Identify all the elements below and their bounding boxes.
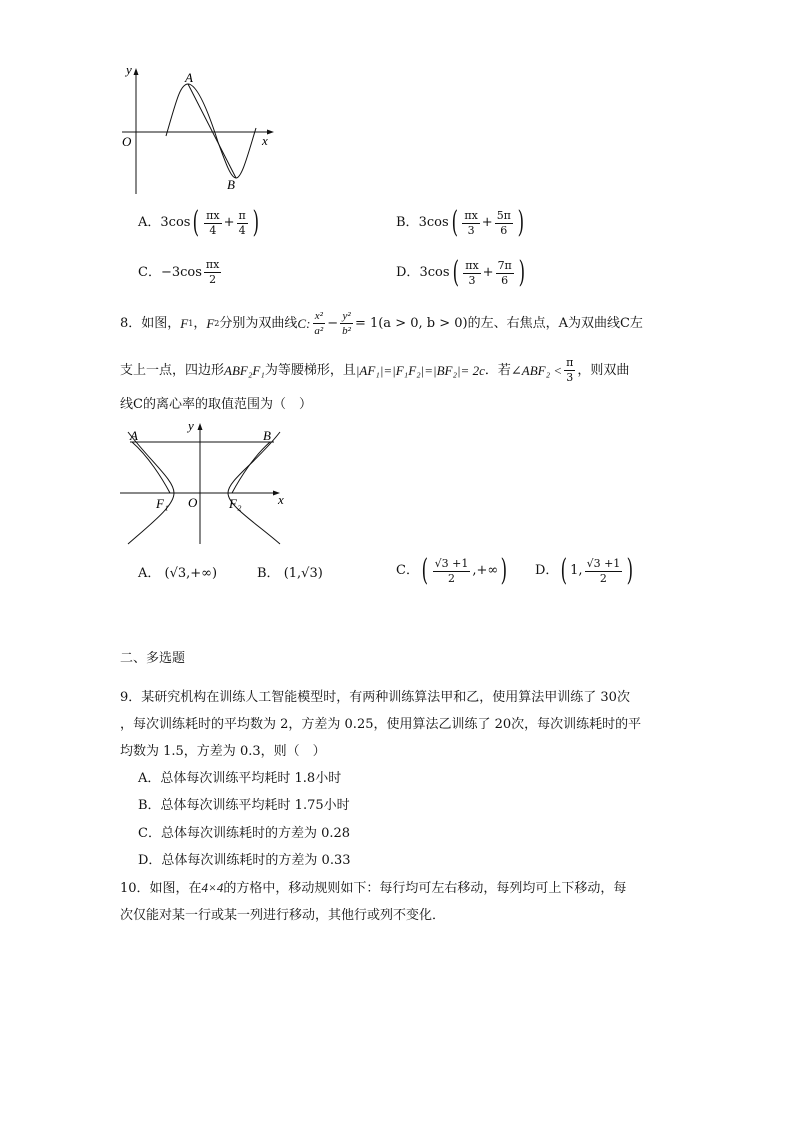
q7-option-d[interactable]: D． 3cos ( $\frac{\pi x}{3}$ + $\frac{7\pi}{6}$ ) <box>396 255 525 290</box>
section-heading: 二、多选题 <box>120 651 186 666</box>
q8-line2: 支上一点，四边形 ABF₂F₁ 为等腰梯形，且 |AF₁|=|F₁F₂|=|BF₂|= 2c ．若 ∠ABF₂ < $\frac{\pi}{3}$ ，则双曲 <box>120 356 630 384</box>
q8-option-a[interactable]: A． (√3,+∞) <box>138 566 218 581</box>
q7-option-b[interactable]: B． 3cos ( $\frac{\pi x}{3}$ + $\frac{5\pi}{6}$ ) <box>396 205 525 240</box>
graph2-f2: F₂ <box>229 496 242 511</box>
q9-option-a[interactable]: A．总体每次训练平均耗时 1.8小时 <box>138 771 342 786</box>
q9-line1: 9．某研究机构在训练人工智能模型时，有两种训练算法甲和乙，使用算法甲训练了 30次 <box>120 690 630 705</box>
wave-graph <box>118 62 278 197</box>
q9-line2: ，每次训练耗时的平均数为 2，方差为 0.25，使用算法乙训练了 20次，每次训练耗时的平 <box>120 717 642 732</box>
q10-line1: 10．如图，在4×4的方格中，移动规则如下：每行均可左右移动，每列均可上下移动，每 <box>120 880 627 896</box>
q9-option-c[interactable]: C．总体每次训练耗时的方差为 0.28 <box>138 826 351 841</box>
graph2-f1: F₁ <box>156 496 169 511</box>
graph2-y-label: y <box>188 418 194 433</box>
graph1-origin: O <box>122 134 132 149</box>
q8-line3: 线C的离心率的取值范围为（ ） <box>120 397 312 412</box>
q9-line3: 均数为 1.5，方差为 0.3，则（ ） <box>120 744 326 759</box>
q9-option-d[interactable]: D．总体每次训练耗时的方差为 0.33 <box>138 853 351 868</box>
hyperbola-graph <box>118 418 293 546</box>
graph2-x-label: x <box>278 492 284 507</box>
q9-option-b[interactable]: B．总体每次训练平均耗时 1.75小时 <box>138 798 350 813</box>
graph1-point-a: A <box>185 70 193 85</box>
q8-option-b[interactable]: B． (1,√3) <box>257 566 323 581</box>
graph1-y-label: y <box>126 62 132 77</box>
q8-option-d[interactable]: D． ( 1, $\frac{√3 +1}{2}$ ) <box>535 553 634 588</box>
graph1-point-b: B <box>227 177 235 192</box>
q10-line2: 次仅能对某一行或某一列进行移动，其他行或列不变化． <box>120 908 446 923</box>
q7-option-a[interactable]: A． 3cos ( $\frac{\pi x}{4}$ + $\frac{\pi}{4}$ ) <box>138 205 259 240</box>
graph2-point-a: A <box>130 428 138 443</box>
graph2-origin: O <box>188 495 198 510</box>
graph2-point-b: B <box>263 428 271 443</box>
q8-option-c[interactable]: C． ( $\frac{√3 +1}{2}$ ,+∞ ) <box>396 553 508 588</box>
q8-line1: 8．如图， F 1 ， F 2 分别为双曲线 C: $\frac{\text{x²}}{\text{a²}}$ − $\frac{\text{y²}}{\text{b²}}$ = 1(a > 0, b > 0) 的左、右焦点，A为双曲线C左 <box>120 310 643 337</box>
graph1-x-label: x <box>262 133 268 148</box>
q7-option-c[interactable]: C． −3cos $\frac{\pi x}{2}$ <box>138 258 220 286</box>
